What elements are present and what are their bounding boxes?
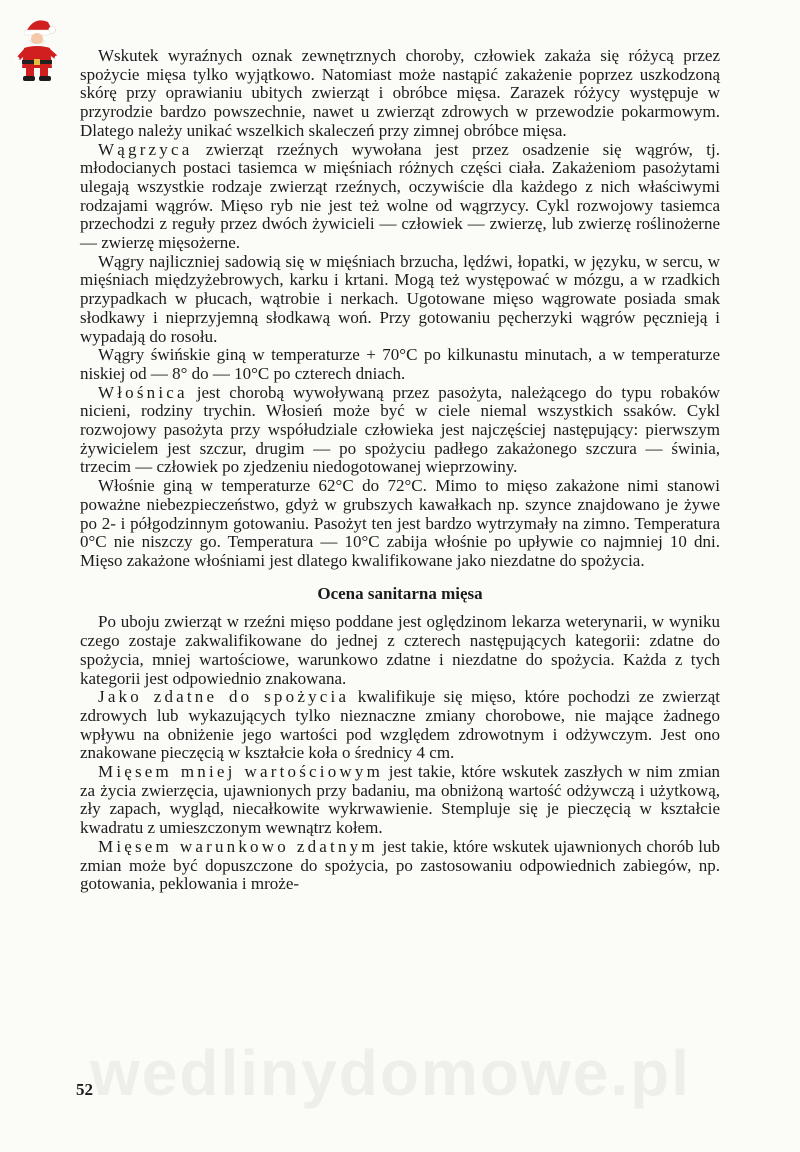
page-body [80,47,720,894]
paragraph-text: kwalifikuje się mięso, które pochodzi ze zwierząt zdrowych lub wykazujących tylko nieznaczne zmiany chorobowe, nie mające żadnego wpływu na obniżenie jego wartości pod względem zdrowotnym i odżywczym. Jest ono znakowane pieczęcią w kształcie koła o średnicy 4 cm. [80,687,720,763]
paragraph-text: jest chorobą wywoływaną przez pasożyta, należącego do typu robaków nicieni, rodziny trychin. Włosień może być w ciele niemal wszystkich ssaków. Cykl rozwojowy pasożyta przy współudziale człowieka jest najczęściej następujący: pierwszym żywicielem jest szczur, drugim — po spożyciu padłego zakażonego szczura — świnia, trzecim — człowiek po zjedzeniu niedogotowanej wieprzowiny. [80,382,720,477]
paragraph-text: jest takie, które wskutek zaszłych w nim zmian za życia zwierzęcia, ujawnionych przy badaniu, ma obniżoną wartość odżywczą i użytkową, zły zapach, wygląd, niecałkowite wykrwawienie. Stempluje się je pieczęcią w kształcie kwadratu z umieszczonym wewnątrz kołem. [80,762,720,838]
spaced-term: Mięsem warunkowo zdatnym [98,836,378,856]
watermark: wedlinydomowe.pl [90,1037,691,1109]
paragraph: Włośnie giną w temperaturze 62°C do 72°C. Mimo to mięso zakażone nimi stanowi poważne niebezpieczeństwo, gdyż w grubszych kawałkach np. szynce znajdowano je żywe po 2- i półgodzinnym gotowaniu. Pasożyt ten jest bardzo wytrzymały na zimno. Temperatura 0°C nie niszczy go. Temperatura — 10°C zabija włośnie po upływie co najmniej 10 dni. Mięso zakażone włośniami jest dlatego kwalifikowane jako niezdatne do spożycia. [80,476,720,570]
paragraph [80,763,720,838]
spaced-term: Mięsem mniej wartościowym [98,762,384,782]
paragraph-text: jest takie, które wskutek ujawnionych chorób lub zmian może być dopuszczone do spożycia, po zastosowaniu odpowiednich zabiegów, np. gotowania, peklowania i mroże- [80,836,720,894]
paragraph [80,688,720,763]
santa-claus-icon [12,14,62,84]
spaced-term: Jako zdatne do spożycia [98,687,350,707]
paragraph: Wągry najliczniej sadowią się w mięśniach brzucha, lędźwi, łopatki, w języku, w sercu, w mięśniach międzyżebrowych, karku i krtani. Mogą też występować w mózgu, a w rzadkich przypadkach w płucach, wątrobie i nerkach. Ugotowane mięso wągrowate posiada smak słodkawy i nieprzyjemną słodkawą woń. Przy gotowaniu pęcherzyki wągrów pęcznieją i wypadają do rosołu. [80,251,720,346]
paragraph: Po uboju zwierząt w rzeźni mięso poddane jest oględzinom lekarza weterynarii, w wyniku czego zostaje zakwalifikowane do jednej z czterech następujących kategorii: zdatne do spożycia, mniej wartościowe, warunkowo zdatne i niezdatne do spożycia. Każda z tych kategorii jest odpowiednio znakowana. [80,612,720,688]
spaced-term: Włośnica [98,382,188,402]
spaced-term: Wągrzyca [98,139,193,159]
paragraph-text: zwierząt rzeźnych wywołana jest przez osadzenie się wągrów, tj. młodocianych postaci tasiemca w mięśniach różnych części ciała. Zakażeniom pasożytami ulegają wszystkie rodzaje zwierząt rzeźnych, oczywiście dla każdego z nich właściwymi rodzajami wągrów. Mięso ryb nie jest też wolne od wągrzycy. Cykl rozwojowy tasiemca przechodzi z reguły przez dwóch żywicieli — człowiek — zwierzę, lub zwierzę roślinożerne — zwierzę mięsożerne. [80,139,720,253]
page-number: 52 [76,1080,93,1099]
paragraph [80,141,720,253]
paragraph [80,838,720,894]
paragraph: Wskutek wyraźnych oznak zewnętrznych choroby, człowiek zakaża się różycą przez spożycie mięsa tylko wyjątkowo. Natomiast może nastąpić zakażenie poprzez uszkodzoną skórę przy oprawianiu ubitych zwierząt i obróbce mięsa. Zarazek różycy występuje w przyrodzie bardzo powszechnie, nawet u zwierząt zdrowych w przewodzie pokarmowym. Dlatego należy unikać wszelkich skaleczeń przy zimnej obróbce mięsa. [80,46,720,140]
paragraph: Wągry świńskie giną w temperaturze + 70°C po kilkunastu minutach, a w temperaturze niskiej od — 8° do — 10°C po czterech dniach. [80,345,720,383]
paragraph [80,384,720,478]
section-heading: Ocena sanitarna mięsa [317,583,483,603]
